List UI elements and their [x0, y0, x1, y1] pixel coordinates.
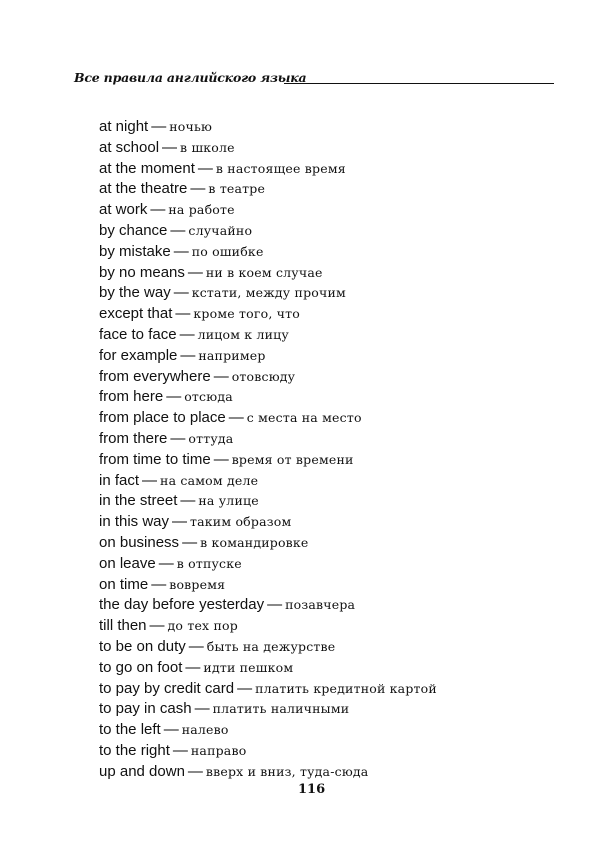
phrase-entry — [99, 263, 569, 284]
english-phrase: at night — [99, 118, 149, 135]
dash-separator: — — [213, 450, 229, 468]
page-number — [298, 782, 328, 797]
russian-translation: ни в коем случае — [205, 264, 323, 280]
phrase-entry — [99, 242, 569, 263]
phrase-entry — [99, 575, 569, 596]
russian-translation: случайно — [188, 222, 253, 238]
english-phrase: to be on duty — [99, 637, 186, 655]
dash-separator: — — [237, 679, 253, 697]
phrase-entry — [99, 346, 569, 367]
russian-translation: отовсюду — [231, 368, 296, 384]
russian-translation: лицом к лицу — [197, 326, 289, 342]
phrase-entry — [99, 491, 569, 512]
russian-translation: платить наличными — [212, 701, 350, 717]
english-phrase: in the street — [99, 492, 178, 510]
phrase-entry — [99, 367, 569, 388]
book-title: Все правила английского языка — [74, 70, 307, 85]
english-phrase: from everywhere — [99, 367, 211, 385]
phrase-entry — [99, 658, 569, 679]
page-number-text: 116 — [298, 782, 326, 797]
russian-translation: вовремя — [169, 576, 226, 592]
dash-separator: — — [228, 409, 244, 427]
dash-separator: — — [194, 700, 210, 718]
phrase-entry — [99, 471, 569, 492]
english-phrase: up and down — [99, 762, 185, 780]
russian-translation: кроме того, что — [193, 306, 300, 322]
phrase-entry — [99, 429, 569, 450]
header-rule — [284, 83, 554, 84]
dash-separator: — — [151, 575, 167, 593]
english-phrase: in fact — [99, 471, 140, 489]
phrase-entry — [99, 512, 569, 533]
dash-separator: — — [150, 201, 166, 219]
english-phrase: by chance — [99, 221, 168, 239]
english-phrase: to the right — [99, 741, 170, 759]
phrase-entry — [99, 325, 569, 346]
russian-translation: например — [198, 347, 266, 363]
dash-separator: — — [179, 325, 195, 343]
phrase-entry — [99, 450, 569, 471]
phrase-entry — [99, 117, 569, 138]
dash-separator: — — [170, 429, 186, 447]
dash-separator: — — [158, 554, 174, 572]
english-phrase: on leave — [99, 554, 156, 572]
russian-translation: по ошибке — [191, 243, 264, 259]
russian-translation: в отпуске — [176, 555, 242, 571]
russian-translation: на улице — [198, 493, 259, 509]
english-phrase: to go on foot — [99, 658, 183, 676]
russian-translation: отсюда — [184, 389, 233, 405]
phrase-entry — [99, 304, 569, 325]
dash-separator: — — [142, 471, 158, 489]
dash-separator: — — [163, 721, 179, 739]
english-phrase: till then — [99, 617, 147, 635]
english-phrase: from time to time — [99, 450, 211, 468]
dash-separator: — — [187, 762, 203, 780]
russian-translation: в настоящее время — [215, 160, 346, 176]
dash-separator: — — [173, 284, 189, 302]
english-phrase: to pay in cash — [99, 700, 192, 718]
english-phrase: face to face — [99, 325, 177, 343]
dash-separator: — — [172, 513, 188, 531]
phrase-entry — [99, 138, 569, 159]
dash-separator: — — [151, 118, 167, 135]
english-phrase: by the way — [99, 284, 171, 302]
english-phrase: at school — [99, 138, 160, 156]
russian-translation: в командировке — [200, 534, 309, 550]
russian-translation: с места на место — [246, 410, 362, 426]
dash-separator: — — [190, 180, 206, 198]
russian-translation: вверх и вниз, туда-сюда — [205, 763, 369, 779]
dash-separator: — — [172, 741, 188, 759]
russian-translation: на работе — [168, 202, 235, 218]
russian-translation: таким образом — [190, 514, 292, 530]
russian-translation: время от времени — [231, 451, 354, 467]
english-phrase: to pay by credit card — [99, 679, 235, 697]
russian-translation: быть на дежурстве — [206, 638, 336, 654]
phrase-entry — [99, 387, 569, 408]
english-phrase: for example — [99, 346, 178, 364]
english-phrase: on time — [99, 575, 149, 593]
english-phrase: except that — [99, 305, 173, 323]
english-phrase: by no means — [99, 263, 185, 281]
russian-translation: направо — [190, 742, 247, 758]
russian-translation: на самом деле — [160, 472, 259, 488]
phrase-entry — [99, 699, 569, 720]
dash-separator: — — [180, 492, 196, 510]
phrase-entry — [99, 221, 569, 242]
phrase-entry — [99, 595, 569, 616]
phrase-entry — [99, 741, 569, 762]
phrase-entry — [99, 408, 569, 429]
phrase-entry — [99, 637, 569, 658]
phrase-entry — [99, 283, 569, 304]
dash-separator: — — [187, 263, 203, 281]
english-phrase: from place to place — [99, 409, 226, 427]
phrase-entry — [99, 159, 569, 180]
phrase-entry — [99, 533, 569, 554]
phrase-entry — [99, 179, 569, 200]
english-phrase: the day before yesterday — [99, 596, 265, 614]
dash-separator: — — [188, 637, 204, 655]
russian-translation: идти пешком — [203, 659, 294, 675]
russian-translation: оттуда — [188, 430, 234, 446]
dash-separator: — — [166, 388, 182, 406]
dash-separator: — — [162, 138, 178, 156]
english-phrase: to the left — [99, 721, 161, 739]
dash-separator: — — [170, 221, 186, 239]
english-phrase: in this way — [99, 513, 170, 531]
phrase-entry — [99, 200, 569, 221]
phrase-entry — [99, 616, 569, 637]
english-phrase: at the theatre — [99, 180, 188, 198]
phrase-entry — [99, 720, 569, 741]
dash-separator: — — [182, 533, 198, 551]
russian-translation: кстати, между прочим — [191, 285, 346, 301]
russian-translation: до тех пор — [167, 618, 238, 634]
russian-translation: в театре — [208, 181, 266, 197]
dash-separator: — — [213, 367, 229, 385]
english-phrase: at the moment — [99, 159, 195, 177]
russian-translation: налево — [181, 722, 229, 738]
english-phrase: from here — [99, 388, 164, 406]
phrase-entry — [99, 679, 569, 700]
russian-translation: позавчера — [285, 597, 356, 613]
dash-separator: — — [175, 305, 191, 323]
dash-separator: — — [149, 617, 165, 635]
english-phrase: at work — [99, 201, 148, 219]
english-phrase: on business — [99, 533, 180, 551]
english-phrase: from there — [99, 429, 168, 447]
phrase-list — [99, 117, 569, 783]
dash-separator: — — [197, 159, 213, 177]
russian-translation: ночью — [169, 119, 213, 134]
dash-separator: — — [267, 596, 283, 614]
dash-separator: — — [173, 242, 189, 260]
russian-translation: платить кредитной картой — [255, 680, 437, 696]
phrase-entry — [99, 554, 569, 575]
phrase-entry — [99, 762, 569, 783]
english-phrase: by mistake — [99, 242, 171, 260]
dash-separator: — — [180, 346, 196, 364]
dash-separator: — — [185, 658, 201, 676]
running-header — [74, 70, 554, 90]
russian-translation: в школе — [180, 139, 235, 155]
